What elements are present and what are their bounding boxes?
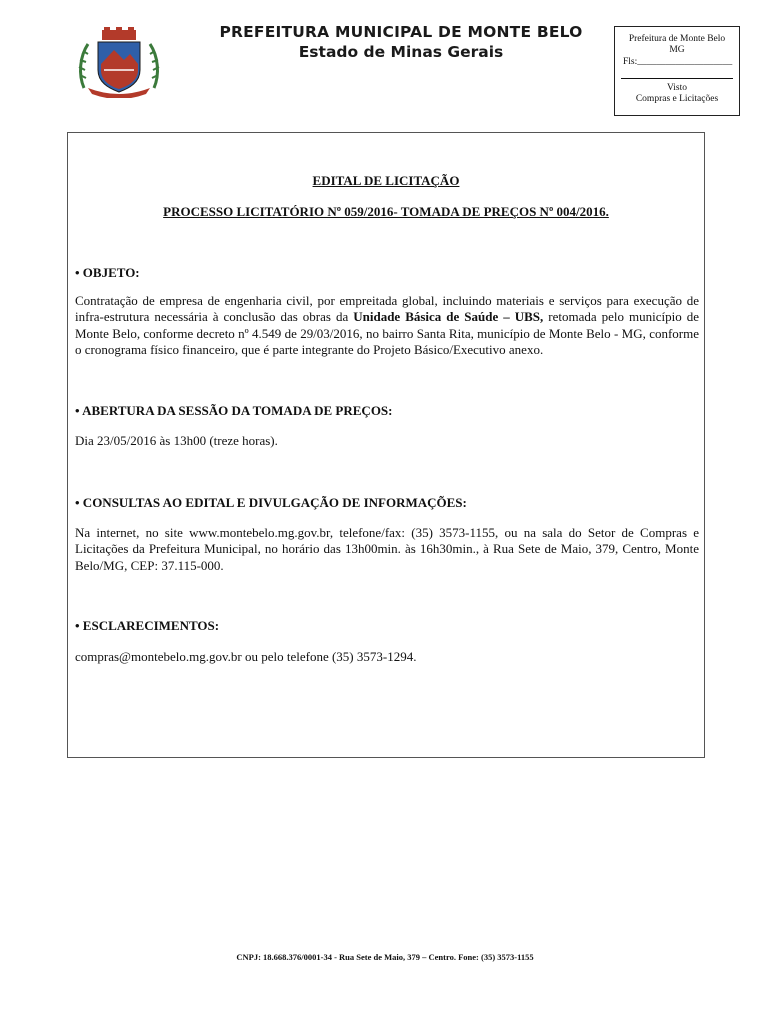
section-consultas-heading: • CONSULTAS AO EDITAL E DIVULGAÇÃO DE INFORMAÇÕES: [75, 495, 467, 510]
stamp-visto [615, 83, 739, 105]
section-objeto-text [75, 293, 699, 358]
section-esclarecimentos-text: compras@montebelo.mg.gov.br ou pelo telefone (35) 3573-1294. [75, 649, 417, 664]
protocol-stamp-box [614, 26, 740, 116]
document-title: EDITAL DE LICITAÇÃO [312, 173, 460, 188]
section-abertura-heading: • ABERTURA DA SESSÃO DA TOMADA DE PREÇOS: [75, 403, 393, 418]
stamp-department: Compras e Licitações [635, 94, 719, 104]
stamp-visto-label: Visto [666, 83, 688, 93]
section-objeto-heading: • OBJETO: [75, 265, 140, 280]
process-number: PROCESSO LICITATÓRIO Nº 059/2016- TOMADA DE PREÇOS Nº 004/2016. [163, 204, 609, 219]
header [196, 22, 606, 62]
edital-content-box [67, 132, 705, 758]
page-footer: CNPJ: 18.668.376/0001-34 - Rua Sete de Maio, 379 – Centro. Fone: (35) 3573-1155 [236, 952, 534, 962]
objeto-text-start: Contratação de empresa de engenharia civil, por empreitada global, incluindo materiais e serviços para execução de infra-estrutura necessária à conclusão das obras da [75, 293, 699, 325]
stamp-fls: Fls:____________________ [623, 57, 733, 67]
header-subtitle: Estado de Minas Gerais [298, 43, 504, 61]
section-esclarecimentos-heading: • ESCLARECIMENTOS: [75, 618, 220, 633]
objeto-text-end: retomada pelo município de Monte Belo, conforme decreto nº 4.549 de 29/03/2016, no bairro Santa Rita, município de Monte Belo - MG, conforme o cronograma físico financeiro, que é parte integrante do Projeto Básico/Executivo anexo. [75, 309, 699, 357]
stamp-institution: Prefeitura de Monte Belo MG [628, 34, 726, 55]
stamp-divider [621, 78, 733, 79]
section-abertura-text: Dia 23/05/2016 às 13h00 (treze horas). [75, 433, 278, 448]
municipal-crest-logo [74, 26, 164, 98]
section-consultas-text: Na internet, no site www.montebelo.mg.gov.br, telefone/fax: (35) 3573-1155, ou na sala do Setor de Compras e Licitações da Prefeitura Municipal, no horário das 13h00min. às 16h30min., à Rua Sete de Maio, 379, Centro, Monte Belo/MG, CEP: 37.115-000. [75, 525, 699, 573]
header-title: PREFEITURA MUNICIPAL DE MONTE BELO [219, 23, 583, 41]
objeto-text-bold: Unidade Básica de Saúde – UBS, [353, 309, 544, 325]
